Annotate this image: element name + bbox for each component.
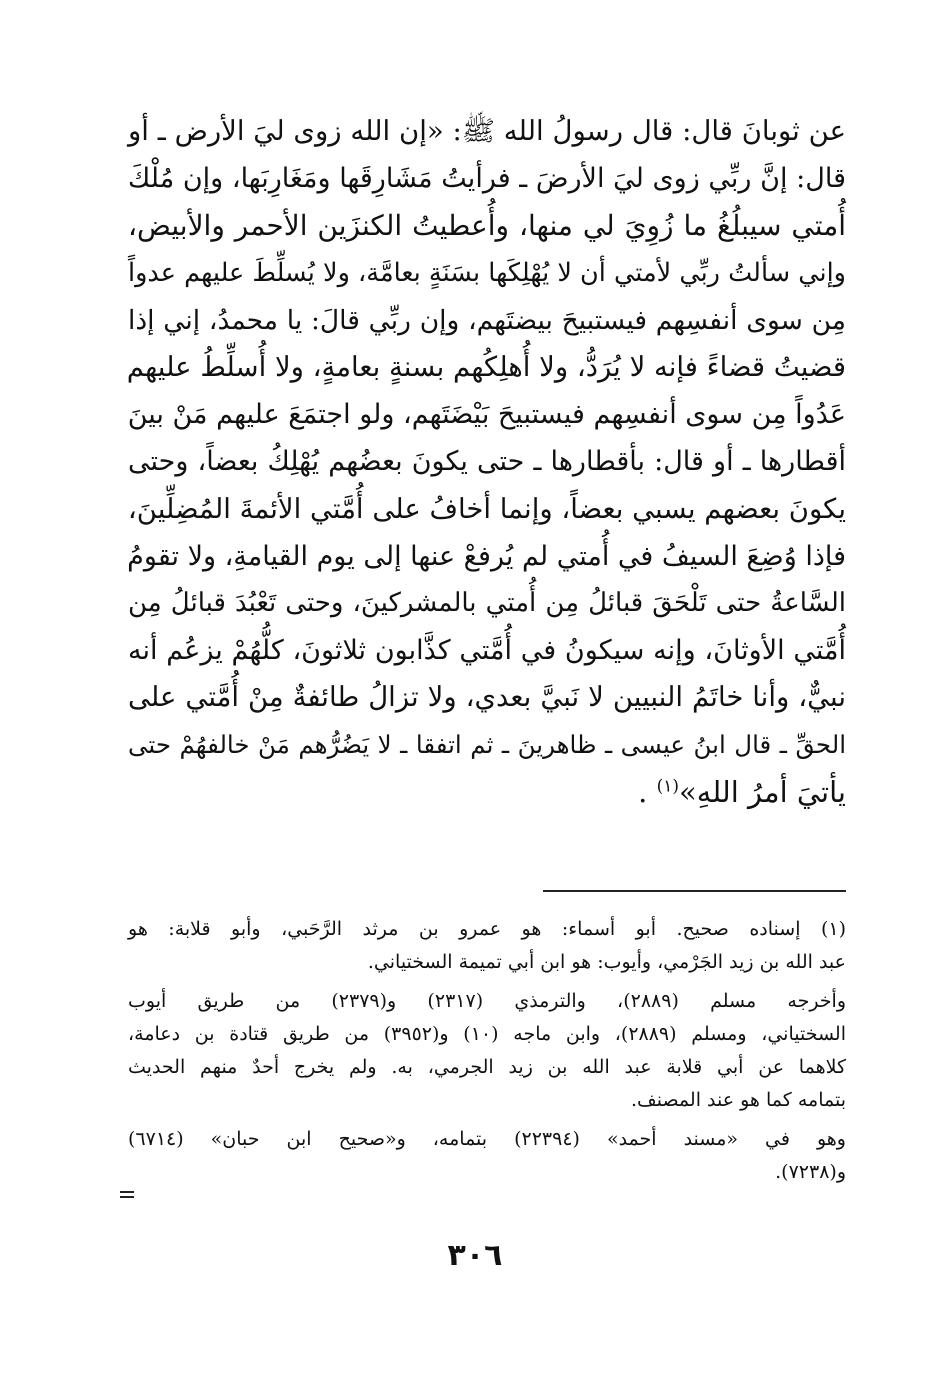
hadith-text bbox=[128, 108, 846, 816]
footnote-line: وهو في «مسند أحمد» (٢٢٣٩٤) بتمامه، و«صحيح ابن حبان» (٦٧١٤) bbox=[128, 1128, 846, 1150]
hadith-last-line bbox=[128, 769, 846, 816]
hadith-line: الحقِّ ـ قال ابنُ عيسى ـ ظاهرينَ ـ ثم اتفقا ـ لا يَضُرُّهم مَنْ خالفهُمْ حتى bbox=[128, 730, 846, 760]
footnote-line: (١) إسناده صحيح. أبو أسماء: هو عمرو بن مرثد الرَّحَبي، وأبو قلابة: هو bbox=[128, 918, 846, 940]
footnotes bbox=[128, 913, 846, 1189]
hadith-line: وإني سألتُ ربِّي لأمتي أن لا يُهْلِكَها بسَنَةٍ بعامَّة، ولا يُسلِّطَ عليهم عدواً bbox=[128, 257, 846, 288]
hadith-line: يكونَ بعضهم يسبي بعضاً، وإنما أخافُ على أُمَّتي الأئمةَ المُضِلِّينَ، bbox=[127, 492, 846, 525]
hadith-last-line-text: يأتيَ أمرُ اللهِ» bbox=[679, 774, 846, 809]
footnote-line: السختياني، ومسلم (٢٨٨٩)، وابن ماجه (١٠) و(٣٩٥٢) من طريق قتادة بن دعامة، bbox=[128, 1023, 846, 1045]
footnote-line: و(٧٢٣٨). bbox=[775, 1161, 846, 1183]
hadith-line: فإذا وُضِعَ السيفُ في أُمتي لم يُرفعْ عنها إلى يوم القيامةِ، ولا تقومُ bbox=[127, 540, 846, 572]
footnote-line: وأخرجه مسلم (٢٨٨٩)، والترمذي (٢٣١٧) و(٢٣٧٩) من طريق أيوب bbox=[128, 990, 846, 1012]
hadith-line: السَّاعةُ حتى تَلْحَقَ قبائلُ مِن أُمتي بالمشركينَ، وحتى تَعْبُدَ قبائلُ مِن bbox=[128, 587, 846, 618]
hadith-line: مِن سوى أنفسِهم فيستبيحَ بيضتَهم، وإن ربِّي قالَ: يا محمدُ، إني إذا bbox=[128, 304, 846, 336]
hadith-line: عن ثوبانَ قال: قال رسولُ الله ﷺ: «إن الله زوى ليَ الأرض ـ أو bbox=[128, 115, 846, 147]
hadith-line: نبيٌّ، وأنا خاتَمُ النبيين لا نَبيَّ بعدي، ولا تزالُ طائفةٌ مِنْ أُمَّتي على bbox=[128, 681, 846, 714]
hadith-line: أُمَّتي الأوثانَ، وإنه سيكونُ في أُمَّتي كذَّابون ثلاثونَ، كلُّهُمْ يزعُم أنه bbox=[128, 635, 846, 667]
footnote-line: عبد الله بن زيد الجَرْمي، وأيوب: هو ابن أبي تميمة السختياني. bbox=[367, 951, 846, 973]
footnote-separator bbox=[543, 890, 846, 892]
footnote-line: بتمامه كما هو عند المصنف. bbox=[631, 1089, 846, 1111]
continued-mark bbox=[120, 1191, 134, 1201]
hadith-line: أقطارها ـ أو قال: بأقطارها ـ حتى يكونَ بعضُهم يُهْلِكُ بعضاً، وحتى bbox=[128, 446, 846, 478]
hadith-line: قضيتُ قضاءً فإنه لا يُرَدُّ، ولا أُهلِكُهم بسنةٍ بعامةٍ، ولا أُسلِّطُ عليهم bbox=[126, 350, 846, 383]
hadith-line: قال: إنَّ ربِّي زوى ليَ الأرضَ ـ فرأيتُ مَشَارِقَها ومَغَارِبَها، وإن مُلْكَ bbox=[128, 163, 846, 195]
hadith-line: أُمتي سيبلُغُ ما زُوِيَ لي منها، وأُعطيتُ الكنزَين الأحمر والأبيض، bbox=[128, 209, 846, 243]
footnote-reference[interactable]: (١) bbox=[656, 775, 680, 796]
hadith-end-mark: . bbox=[638, 774, 648, 809]
footnote-line: كلاهما عن أبي قلابة عبد الله بن زيد الجرمي، به. ولم يخرج أحدٌ منهم الحديث bbox=[128, 1056, 846, 1078]
page-number: ٣٠٦ bbox=[447, 1238, 503, 1273]
hadith-line: عَدُواً مِن سوى أنفسِهم فيستبيحَ بَيْضَتَهم، ولو اجتمَعَ عليهم مَنْ بينَ bbox=[127, 399, 846, 431]
